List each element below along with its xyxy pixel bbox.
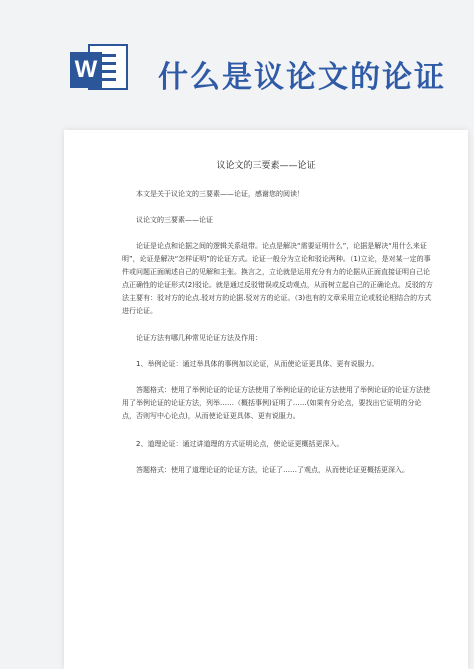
banner-title: 什么是议论文的论证 [158,60,446,95]
word-logo-letter: W [70,52,102,88]
document-title: 议论文的三要素——论证 [216,161,316,171]
paragraph-definition: 论证是论点和论据之间的逻辑关系纽带。论点是解决“需要证明什么”，论据是解决“用什么来证明”，论证是解决“怎样证明”的论证方式。论证一般分为立论和驳论两种。（1)立论，是对某一定的事件或问题正面阐述自己的见解和主张。换言之，立论就是运用充分有力的论据从正面直接证明自己论点正确性的论证形式(2)驳论。就是通过反驳错误或反动观点，从而树立起自己的正确论点。反驳的方法主要有：驳对方的论点.驳对方的论据.驳对方的论证。（3)也有的文章采用立论或驳论相结合的方式进行论证。 [122,242,433,315]
paragraph-heading: 议论文的三要素——论证 [136,216,213,224]
paragraph-methods-question: 论证方法有哪几种常见论证方法及作用： [136,334,262,342]
paragraph-reasoning-argument: 2、道理论证：通过讲道理的方式证明论点，使论证更概括更深入。 [136,440,344,448]
banner [0,0,474,120]
word-document-icon [70,40,128,94]
document-page [64,130,468,669]
paragraph-intro: 本文是关于议论文的三要素——论证，感谢您的阅读！ [136,190,304,198]
paragraph-reasoning-answer-format: 答题格式：使用了道理论证的论证方法，论证了……了观点，从而使论证更概括更深入。 [136,466,409,474]
paragraph-example-argument: 1、举例论证：通过举具体的事例加以论证，从而使论证更具体、更有说服力。 [136,360,379,368]
paragraph-example-answer-format: 答题格式：使用了举例论证的论证方法使用了举例论证的论证方法使用了举例论证的论证方法使用了举例论证的论证方法，列举……（概括事例)证明了……(如果有分论点，要找出它证明的分论点，否则写中心论点)，从而使论证更具体、更有说服力。 [122,386,430,420]
